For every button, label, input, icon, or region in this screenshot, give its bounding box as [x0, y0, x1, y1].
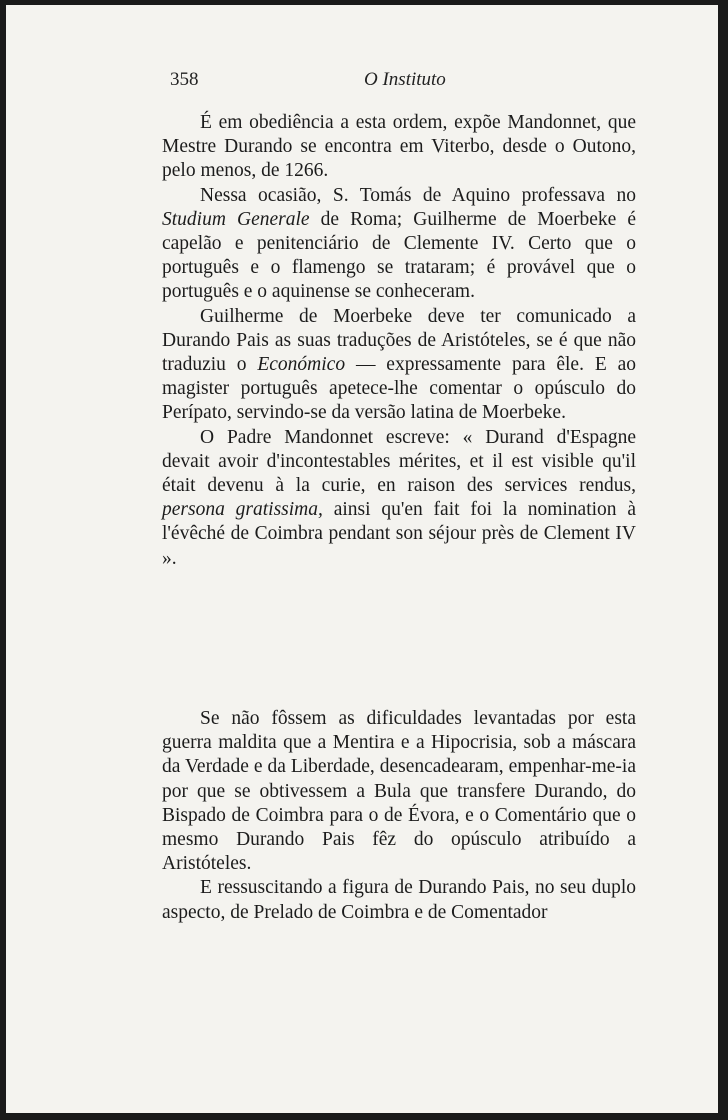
italic-title: Studium Generale [162, 208, 310, 230]
page-number: 358 [170, 69, 199, 90]
italic-phrase: persona gratissima, [162, 499, 323, 521]
italic-title: Económico [257, 354, 346, 376]
paragraph-text: É em obediência a esta ordem, expõe Mandonnet, que Mestre Durando se encontra em Viterbo, desde o Outono, pelo menos, de 1266. [162, 112, 636, 182]
paragraph-text: de Roma; Guilherme de Moerbeke é capelão e penitenciário de Clemente IV. Certo que o português e o flamengo se trataram; é provável que o português e o aquinense se conheceram. [162, 208, 636, 303]
paragraph [162, 305, 636, 426]
paragraph-text: O Padre Mandonnet escreve: « Durand d'Espagne devait avoir d'incontestables mérites, et il est visible qu'il était devenu à la curie, en raison des services rendus, [162, 426, 636, 497]
paragraph [162, 111, 636, 184]
text-block-upper [162, 111, 636, 571]
paragraph-text: ainsi qu'en fait foi la nomination à l'évêché de Coimbra pendant son séjour près de Clement IV ». [162, 499, 636, 569]
paragraph-text: — expressamente para êle. E ao magister português apetece-lhe comentar o opúsculo do Perípato, servindo-se da versão latina de Moerbeke. [162, 354, 636, 424]
paragraph: E ressuscitando a figura de Durando Pais, no seu duplo aspecto, de Prelado de Coimbra e de Comentador [162, 877, 636, 923]
paragraph-text: Guilherme de Moerbeke deve ter comunicado a Durando Pais as suas traduções de Aristóteles, se é que não traduziu o [162, 305, 636, 376]
paragraph [162, 184, 636, 305]
paragraph [162, 426, 636, 571]
paragraph-text: Nessa ocasião, S. Tomás de Aquino professava no [200, 184, 636, 206]
running-title: O Instituto [364, 69, 446, 90]
page-header [170, 69, 640, 99]
text-block-lower [162, 707, 636, 925]
paragraph: Se não fôssem as dificuldades levantadas por esta guerra maldita que a Mentira e a Hipocrisia, sob a máscara da Verdade e da Liberdade, desencadearam, empenhar-me-ia por que se obtivessem a Bula que transfere Durando, do Bispado de Coimbra para o de Évora, e o Comentário que o mesmo Durando Pais fêz do opúsculo atribuído a Aristóteles. [162, 708, 636, 875]
